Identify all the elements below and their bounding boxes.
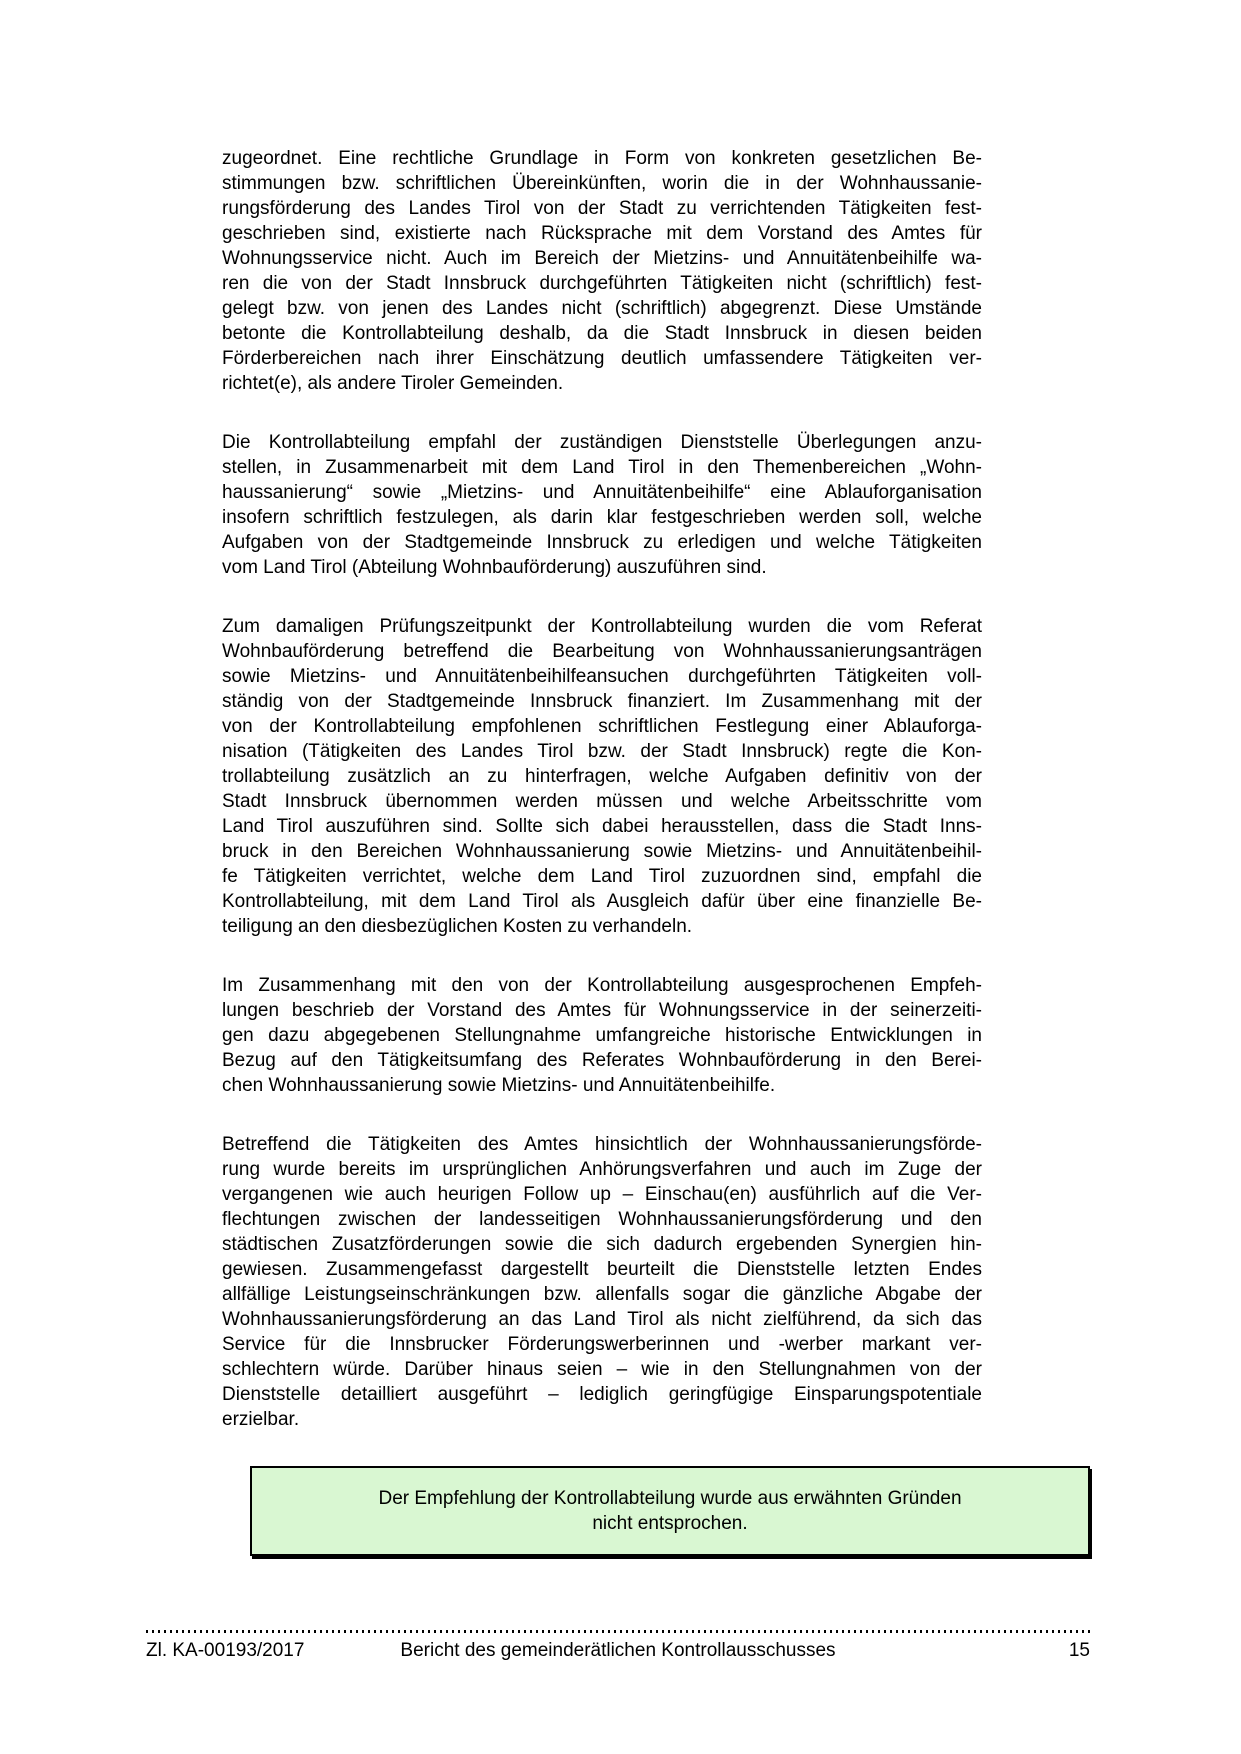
text-line: gewiesen. Zusammengefasst dargestellt beurteilt die Dienststelle letzten Endes [222, 1259, 982, 1280]
recommendation-line: Der Empfehlung der Kontrollabteilung wurde aus erwähnten Gründen [378, 1488, 962, 1509]
footer-title: Bericht des gemeinderätlichen Kontrollausschusses [400, 1640, 836, 1661]
recommendation-line: nicht entsprochen. [592, 1513, 748, 1534]
text-line: nisation (Tätigkeiten des Landes Tirol bzw. der Stadt Innsbruck) regte die Kon- [222, 741, 982, 762]
text-line: Stadt Innsbruck übernommen werden müssen und welche Arbeitsschritte vom [222, 791, 982, 812]
text-line: rungsförderung des Landes Tirol von der Stadt zu verrichtenden Tätigkeiten fest- [222, 198, 982, 219]
text-line: ständig von der Stadtgemeinde Innsbruck finanziert. Im Zusammenhang mit der [222, 691, 982, 712]
text-line: erzielbar. [222, 1409, 300, 1430]
text-line: Bezug auf den Tätigkeitsumfang des Referates Wohnbauförderung in den Berei- [222, 1050, 982, 1071]
text-line: Wohnhaussanierungsförderung an das Land Tirol als nicht zielführend, da sich das [222, 1309, 982, 1330]
text-line: Betreffend die Tätigkeiten des Amtes hinsichtlich der Wohnhaussanierungsförde- [222, 1134, 982, 1155]
text-line: trollabteilung zusätzlich an zu hinterfragen, welche Aufgaben definitiv von der [222, 766, 982, 787]
text-line: Zum damaligen Prüfungszeitpunkt der Kontrollabteilung wurden die vom Referat [222, 616, 982, 637]
footer-divider [146, 1630, 1090, 1633]
text-line: richtet(e), als andere Tiroler Gemeinden. [222, 373, 564, 394]
text-line: Wohnbauförderung betreffend die Bearbeitung von Wohnhaussanierungsanträgen [222, 641, 982, 662]
text-line: betonte die Kontrollabteilung deshalb, da die Stadt Innsbruck in diesen beiden [222, 323, 982, 344]
paragraph [222, 614, 982, 939]
text-line: stimmungen bzw. schriftlichen Übereinkünften, worin die in der Wohnhaussanie- [222, 173, 982, 194]
text-line: lungen beschrieb der Vorstand des Amtes für Wohnungsservice in der seinerzeiti- [222, 1000, 982, 1021]
text-line: Service für die Innsbrucker Förderungswerberinnen und -werber markant ver- [222, 1334, 982, 1355]
text-line: von der Kontrollabteilung empfohlenen schriftlichen Festlegung einer Ablauforga- [222, 716, 982, 737]
text-line: haussanierung“ sowie „Mietzins- und Annuitätenbeihilfe“ eine Ablauforganisation [222, 482, 982, 503]
text-line: gen dazu abgegebenen Stellungnahme umfangreiche historische Entwicklungen in [222, 1025, 982, 1046]
page-footer [146, 1630, 1090, 1662]
text-line: Land Tirol auszuführen sind. Sollte sich dabei herausstellen, dass die Stadt Inns- [222, 816, 982, 837]
text-line: allfällige Leistungseinschränkungen bzw. allenfalls sogar die gänzliche Abgabe der [222, 1284, 982, 1305]
text-line: stellen, in Zusammenarbeit mit dem Land Tirol in den Themenbereichen „Wohn- [222, 457, 982, 478]
text-line: Im Zusammenhang mit den von der Kontrollabteilung ausgesprochenen Empfeh- [222, 975, 982, 996]
paragraph [222, 430, 982, 580]
text-line: Die Kontrollabteilung empfahl der zuständigen Dienststelle Überlegungen anzu- [222, 432, 982, 453]
body-text [222, 146, 982, 1432]
text-line: gelegt bzw. von jenen des Landes nicht (schriftlich) abgegrenzt. Diese Umstände [222, 298, 982, 319]
text-line: rung wurde bereits im ursprünglichen Anhörungsverfahren und auch im Zuge der [222, 1159, 982, 1180]
text-line: Förderbereichen nach ihrer Einschätzung deutlich umfassendere Tätigkeiten ver- [222, 348, 982, 369]
text-line: ren die von der Stadt Innsbruck durchgeführten Tätigkeiten nicht (schriftlich) fest- [222, 273, 982, 294]
paragraph [222, 146, 982, 396]
paragraph [222, 973, 982, 1098]
footer-row [146, 1640, 1090, 1662]
text-line: fe Tätigkeiten verrichtet, welche dem Land Tirol zuzuordnen sind, empfahl die [222, 866, 982, 887]
text-line: flechtungen zwischen der landesseitigen Wohnhaussanierungsförderung und den [222, 1209, 982, 1230]
text-line: insofern schriftlich festzulegen, als darin klar festgeschrieben werden soll, welche [222, 507, 982, 528]
footer-page-number: 15 [1068, 1640, 1090, 1661]
text-line: städtischen Zusatzförderungen sowie die sich dadurch ergebenden Synergien hin- [222, 1234, 982, 1255]
paragraph [222, 1132, 982, 1432]
text-line: Wohnungsservice nicht. Auch im Bereich der Mietzins- und Annuitätenbeihilfe wa- [222, 248, 982, 269]
text-line: Kontrollabteilung, mit dem Land Tirol als Ausgleich dafür über eine finanzielle Be- [222, 891, 982, 912]
text-line: bruck in den Bereichen Wohnhaussanierung sowie Mietzins- und Annuitätenbeihil- [222, 841, 982, 862]
recommendation-box [250, 1466, 1090, 1556]
text-line: zugeordnet. Eine rechtliche Grundlage in Form von konkreten gesetzlichen Be- [222, 148, 982, 169]
footer-reference: Zl. KA-00193/2017 [146, 1640, 305, 1661]
text-line: sowie Mietzins- und Annuitätenbeihilfeansuchen durchgeführten Tätigkeiten voll- [222, 666, 982, 687]
text-line: vergangenen wie auch heurigen Follow up – Einschau(en) ausführlich auf die Ver- [222, 1184, 982, 1205]
text-line: Dienststelle detailliert ausgeführt – lediglich geringfügige Einsparungspotentiale [222, 1384, 982, 1405]
text-line: schlechtern würde. Darüber hinaus seien – wie in den Stellungnahmen von der [222, 1359, 982, 1380]
text-line: teiligung an den diesbezüglichen Kosten zu verhandeln. [222, 916, 693, 937]
text-line: vom Land Tirol (Abteilung Wohnbauförderung) auszuführen sind. [222, 557, 767, 578]
text-line: chen Wohnhaussanierung sowie Mietzins- und Annuitätenbeihilfe. [222, 1075, 776, 1096]
page-content [222, 146, 982, 1556]
text-line: geschrieben sind, existierte nach Rücksprache mit dem Vorstand des Amtes für [222, 223, 982, 244]
text-line: Aufgaben von der Stadtgemeinde Innsbruck zu erledigen und welche Tätigkeiten [222, 532, 982, 553]
